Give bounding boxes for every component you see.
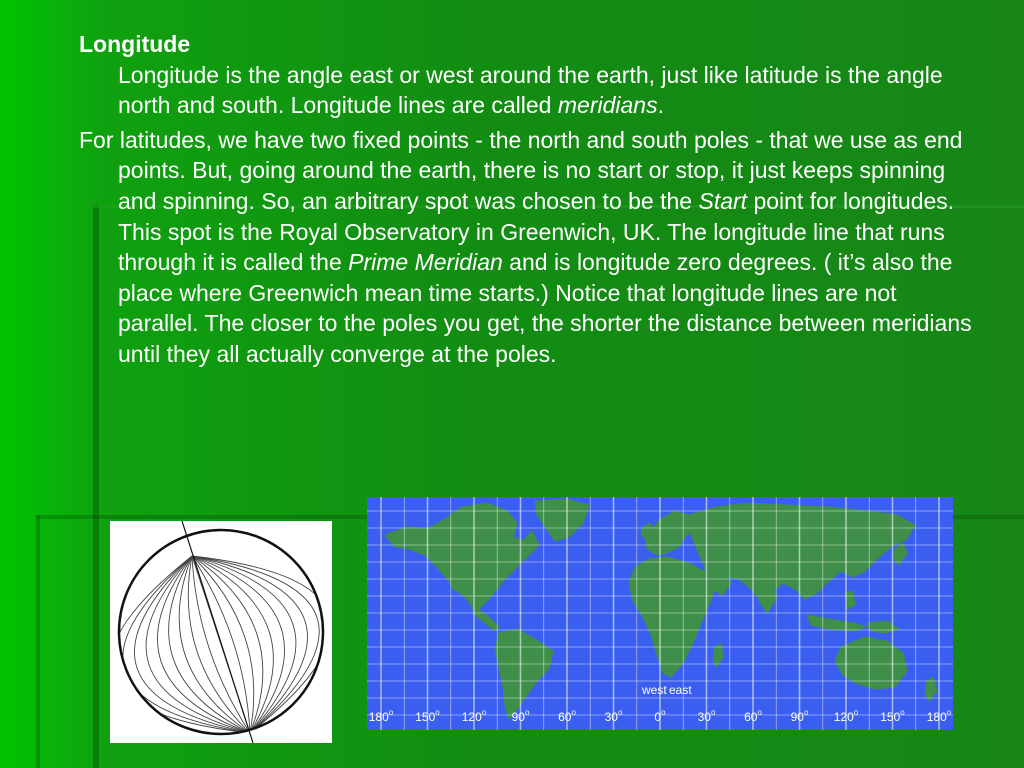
para2-text-3: and is longitude zero degrees. ( it’s also the place where Greenwich mean time starts.) Notice that longitude lines are not parallel. The closer to the poles you get, the shorter the distance between meridians until they all actually converge at the poles. <box>118 249 972 367</box>
longitude-label: 150$^o$ <box>880 708 905 724</box>
longitude-label: 90$^o$ <box>511 708 530 724</box>
longitude-label: 30$^o$ <box>604 708 623 724</box>
east-label: east <box>669 683 692 697</box>
meridian-line <box>192 556 319 733</box>
meridian-globe-image <box>110 521 332 743</box>
longitude-label: 90$^o$ <box>790 708 809 724</box>
west-label: west <box>642 683 667 697</box>
globe-svg <box>110 521 332 743</box>
slide-title: Longitude <box>79 31 191 57</box>
meridian-line <box>192 556 263 733</box>
longitude-label: 60$^o$ <box>558 708 576 724</box>
meridian-line <box>169 556 250 733</box>
meridian-line <box>192 556 273 733</box>
definition-text: Longitude is the angle east or west around the earth, just like latitude is the angle north and south. Longitude lines are called <box>118 61 943 119</box>
longitude-label: 30$^o$ <box>697 708 716 724</box>
globe-axis <box>182 521 253 743</box>
definition-end: . <box>657 92 664 119</box>
meridian-line <box>123 556 250 733</box>
latitudes-paragraph <box>79 125 978 370</box>
longitude-label: 120$^o$ <box>461 708 487 724</box>
decor-vertical-line-2 <box>36 515 40 768</box>
longitude-label: 180$^o$ <box>368 708 394 724</box>
meridian-line <box>192 556 285 733</box>
meridian-line <box>179 556 250 733</box>
longitude-label: 60$^o$ <box>744 708 762 724</box>
meridian-line <box>157 556 250 733</box>
meridians-term: meridians <box>557 92 658 119</box>
world-map-svg <box>367 497 953 730</box>
longitude-label: 180$^o$ <box>926 708 952 724</box>
longitude-label: 0$^o$ <box>654 708 666 724</box>
globe-outline <box>119 530 323 734</box>
start-term: Start <box>698 187 748 214</box>
slide-text <box>79 29 979 370</box>
prime-meridian-term: Prime Meridian <box>348 249 503 276</box>
longitude-definition <box>118 60 979 121</box>
longitude-label: 120$^o$ <box>833 708 859 724</box>
world-map-image <box>367 497 953 730</box>
longitude-label: 150$^o$ <box>415 708 440 724</box>
para2-text-2: point for longitudes. This spot is the Royal Observatory in Greenwich, UK. The longitude line that runs through it is called the <box>118 187 955 276</box>
para2-text-1: For latitudes, we have two fixed points - the north and south poles - that we use as end points. But, going around the earth, there is no start or stop, it just keeps spinning and spinning. So, an arbitrary spot was chosen to be the <box>79 126 963 214</box>
